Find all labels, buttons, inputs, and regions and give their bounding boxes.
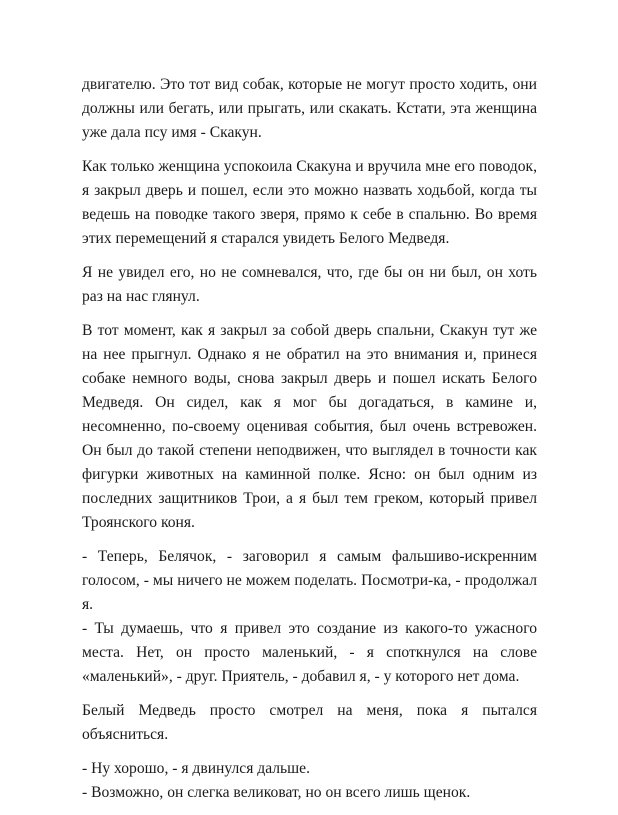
- paragraph-2: Как только женщина успокоила Скакуна и вручила мне его поводок, я закрыл дверь и пошел, если это можно назвать ходьбой, когда ты ведешь на поводке такого зверя, прямо к себе в спальню. Во время этих перемещений я старался увидеть Белого Медведя.: [82, 158, 537, 247]
- paragraph-3: Я не увидел его, но не сомневался, что, где бы он ни был, он хоть раз на нас глянул.: [82, 264, 537, 305]
- paragraph-9: - Возможно, он слегка великоват, но он всего лишь щенок.: [82, 784, 471, 801]
- paragraph-4: В тот момент, как я закрыл за собой дверь спальни, Скакун тут же на нее прыгнул. Однако я не обратил на это внимания и, принеся собаке немного воды, снова закрыл дверь и пошел искать Белого Медведя. Он сидел, как я мог бы догадаться, в камине и, несомненно, по-своему оценивая события, был очень встревожен. Он был до такой степени неподвижен, что выглядел в точности как фигурки животных на каминной полке. Ясно: он был одним из последних защитников Трои, а я был тем греком, который привел Троянского коня.: [82, 322, 537, 531]
- paragraph-5: - Теперь, Белячок, - заговорил я самым фальшиво-искренним голосом, - мы ничего не можем поделать. Посмотри-ка, - продолжал я.: [82, 548, 537, 613]
- paragraph-1: двигателю. Это тот вид собак, которые не могут просто ходить, они должны или бегать, или прыгать, или скакать. Кстати, эта женщина уже дала псу имя - Скакун.: [82, 76, 537, 141]
- document-page: [82, 73, 537, 815]
- paragraph-7: Белый Медведь просто смотрел на меня, пока я пытался объясниться.: [82, 702, 537, 743]
- paragraph-8: - Ну хорошо, - я двинулся дальше.: [82, 760, 310, 777]
- paragraph-6: - Ты думаешь, что я привел это создание из какого-то ужасного места. Нет, он просто маленький, - я споткнулся на слове «маленький», - друг. Приятель, - добавил я, - у которого нет дома.: [82, 620, 537, 685]
